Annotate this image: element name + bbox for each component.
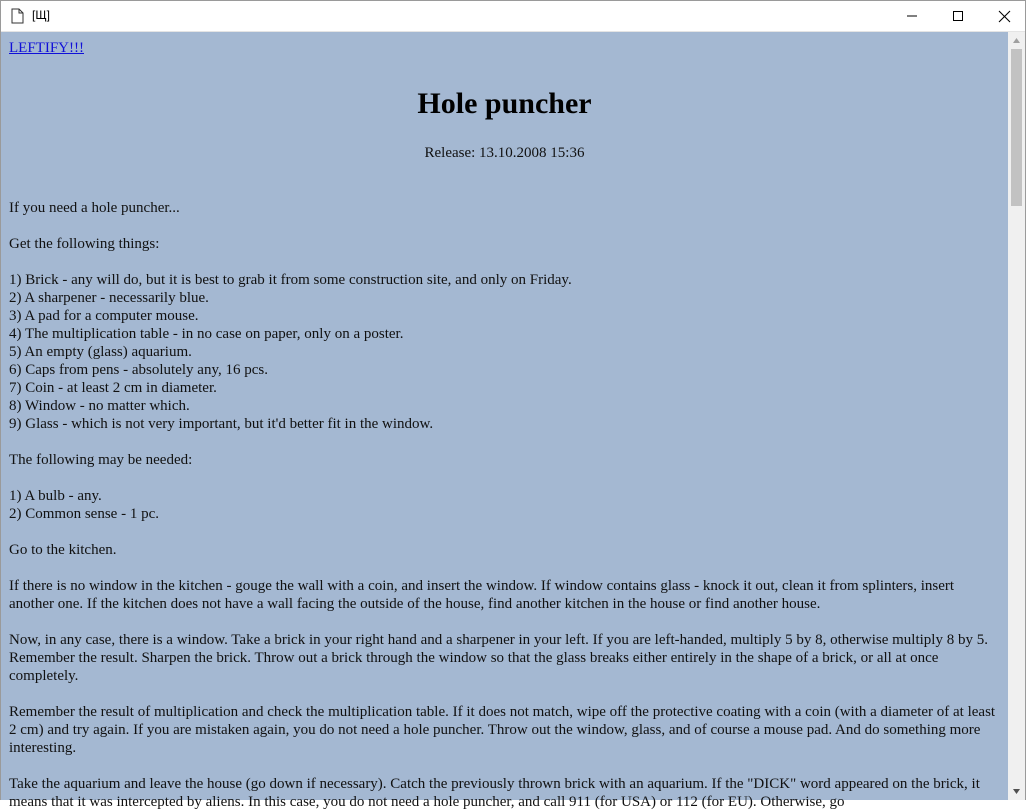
window-title: [Щ] bbox=[32, 8, 50, 22]
maximize-button[interactable] bbox=[935, 1, 981, 31]
minimize-icon bbox=[907, 11, 917, 21]
things-heading: Get the following things: bbox=[9, 236, 160, 252]
list-item: 5) An empty (glass) aquarium. bbox=[9, 344, 192, 360]
release-date: Release: 13.10.2008 15:36 bbox=[424, 145, 585, 161]
list-item: 6) Caps from pens - absolutely any, 16 pcs. bbox=[9, 362, 268, 378]
list-item: 9) Glass - which is not very important, but it'd better fit in the window. bbox=[9, 416, 434, 432]
leftify-link[interactable]: LEFTIFY!!! bbox=[9, 40, 84, 56]
paragraph: If there is no window in the kitchen - gouge the wall with a coin, and insert the window. If window contains glass - knock it out, clean it from splinters, insert another one. If the kitchen does not have a wall facing the outside of the house, find another kitchen in the house or find another house. bbox=[9, 578, 955, 612]
page-viewport[interactable] bbox=[1, 32, 1008, 810]
paragraph: Take the aquarium and leave the house (go down if necessary). Catch the previously thrown brick with an aquarium. If the "DICK" word appeared on the brick, it means that it was intercepted by aliens. In this case, you do not need a hole puncher, and call 911 (for USA) or 112 (for EU). Otherwise, go bbox=[9, 776, 980, 810]
page-content bbox=[1, 32, 1008, 811]
list-item: 4) The multiplication table - in no case on paper, only on a poster. bbox=[9, 326, 404, 342]
list-item: 7) Coin - at least 2 cm in diameter. bbox=[9, 380, 217, 396]
paragraph: Now, in any case, there is a window. Take a brick in your right hand and a sharpener in your left. If you are left-handed, multiply 5 by 8, otherwise multiply 8 by 5. Remember the result. Sharpen the brick. Throw out a brick through the window so that the glass breaks either entirely in the shape of a brick, or all at once completely. bbox=[9, 632, 988, 684]
document-icon bbox=[11, 8, 24, 24]
scrollbar-thumb[interactable] bbox=[1011, 49, 1022, 206]
maybe-needed-list bbox=[9, 487, 1000, 523]
list-item: 1) Brick - any will do, but it is best to grab it from some construction site, and only on Friday. bbox=[9, 272, 572, 288]
list-item: 1) A bulb - any. bbox=[9, 488, 102, 504]
list-item: 2) A sharpener - necessarily blue. bbox=[9, 290, 209, 306]
paragraph: Go to the kitchen. bbox=[9, 542, 117, 558]
minimize-button[interactable] bbox=[889, 1, 935, 31]
list-item: 8) Window - no matter which. bbox=[9, 398, 190, 414]
maybe-needed-heading: The following may be needed: bbox=[9, 452, 193, 468]
arrow-up-icon bbox=[1013, 38, 1020, 43]
intro-text: If you need a hole puncher... bbox=[9, 200, 180, 216]
arrow-down-icon bbox=[1013, 789, 1020, 794]
maximize-icon bbox=[953, 11, 963, 21]
scroll-down-button[interactable] bbox=[1008, 783, 1025, 800]
close-button[interactable] bbox=[981, 1, 1027, 31]
list-item: 2) Common sense - 1 pc. bbox=[9, 506, 159, 522]
title-bar[interactable] bbox=[1, 1, 1025, 32]
things-list bbox=[9, 271, 1000, 433]
paragraph: Remember the result of multiplication and check the multiplication table. If it does not match, wipe off the protective coating with a coin (with a diameter of at least 2 cm) and try again. If you are mistaken again, you do not need a hole puncher. Throw out the window, glass, and of course a mouse pad. And do something more interesting. bbox=[9, 704, 996, 756]
page-title: Hole puncher bbox=[417, 87, 592, 120]
vertical-scrollbar[interactable] bbox=[1008, 32, 1025, 800]
scroll-up-button[interactable] bbox=[1008, 32, 1025, 49]
list-item: 3) A pad for a computer mouse. bbox=[9, 308, 199, 324]
close-icon bbox=[999, 11, 1010, 22]
